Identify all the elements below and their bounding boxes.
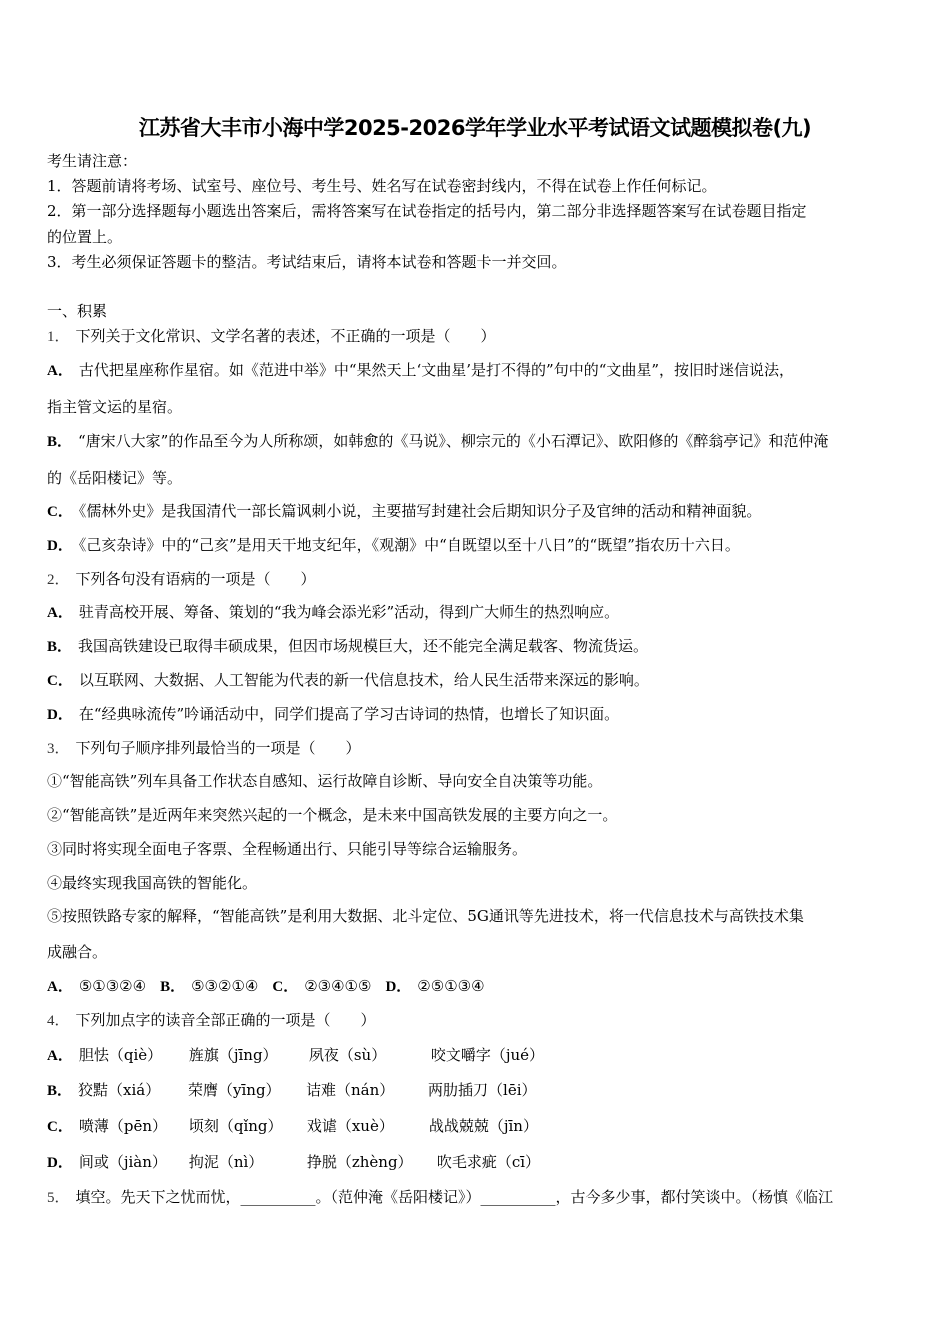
question-stem [47, 326, 496, 347]
question-text: 下列加点字的读音全部正确的一项是（ ） [75, 1011, 376, 1029]
sentence-text: ②“智能高铁”是近两年来突然兴起的一个概念，是未来中国高铁发展的主要方向之一。 [47, 806, 618, 824]
sentence-line [47, 942, 107, 962]
option-label: D． [47, 538, 73, 554]
option-row [47, 535, 740, 556]
reading-item: 夙夜（sù） [308, 1046, 387, 1064]
reading-item: 拘泥（nì） [188, 1153, 264, 1171]
notice-item [47, 176, 717, 196]
option-label: A． [47, 979, 73, 995]
notice-item [47, 201, 807, 221]
option-label: A． [47, 605, 73, 621]
sentence-line [47, 771, 602, 791]
option-row [47, 1152, 567, 1173]
question-text: 填空。先天下之忧而忧，__________。（范仲淹《岳阳楼记》）__________，古今多少事，都付笑谈中。（杨慎《临江 [75, 1188, 834, 1206]
question-text: 下列关于文化常识、文学名著的表述，不正确的一项是（ ） [75, 327, 496, 345]
option-label: B． [47, 434, 73, 450]
option-continuation [47, 397, 182, 417]
section-text: 一、积累 [47, 302, 108, 320]
option-row [47, 1080, 558, 1101]
reading-item: 吹毛求疵（cī） [436, 1153, 541, 1171]
option-text: 我国高铁建设已取得丰硕成果，但因市场规模巨大，还不能完全满足载客、物流货运。 [78, 637, 649, 655]
option-row [47, 636, 648, 657]
reading-item: 戏谑（xuè） [306, 1117, 394, 1135]
reading-item: 间或（jiàn） [78, 1153, 167, 1171]
notice-item [47, 227, 122, 247]
question-stem [47, 1187, 833, 1208]
section-heading [47, 301, 107, 321]
option-row [47, 431, 828, 452]
question-number: 5． [47, 1190, 70, 1206]
question-number: 2． [47, 572, 70, 588]
option-label: C． [272, 979, 299, 995]
sentence-text: 成融合。 [47, 943, 108, 961]
option-row [47, 501, 761, 522]
option-label: D． [385, 979, 412, 995]
sentence-line [47, 839, 527, 859]
option-label: D． [47, 707, 73, 723]
option-text: ②③④①⑤ [304, 977, 372, 995]
option-continuation [47, 468, 182, 488]
option-row [47, 1045, 561, 1066]
reading-item: 顷刻（qǐng） [188, 1117, 283, 1135]
option-label: C． [47, 1119, 73, 1135]
question-number: 4． [47, 1013, 70, 1029]
option-label: B． [47, 1083, 73, 1099]
reading-item: 狡黠（xiá） [78, 1081, 161, 1099]
page-title: 江苏省大丰市小海中学2025-2026学年学业水平考试语文试题模拟卷(九) [138, 116, 812, 140]
option-text: “唐宋八大家”的作品至今为人所称颂，如韩愈的《马说》、柳宗元的《小石潭记》、欧阳修的《醉翁亭记》和范仲淹 [78, 432, 829, 450]
sentence-text: ③同时将实现全面电子客票、全程畅通出行、只能引导等综合运输服务。 [47, 840, 528, 858]
notice-item [47, 252, 567, 272]
option-text: 指主管文运的星宿。 [47, 398, 183, 416]
question-text: 下列句子顺序排列最恰当的一项是（ ） [75, 739, 361, 757]
notice-text: 2．第一部分选择题每小题选出答案后，需将答案写在试卷指定的括号内，第二部分非选择题答案写在试卷题目指定 [47, 202, 807, 220]
reading-item: 战战兢兢（jīn） [428, 1117, 538, 1135]
option-text: 《儒林外史》是我国清代一部长篇讽刺小说，主要描写封建社会后期知识分子及官绅的活动和精神面貌。 [78, 502, 762, 520]
notice-heading-text: 考生请注意： [47, 152, 138, 170]
option-label: C． [47, 673, 73, 689]
reading-item: 旌旗（jīng） [188, 1046, 278, 1064]
option-text: 在“经典咏流传”吟诵活动中，同学们提高了学习古诗词的热情，也增长了知识面。 [78, 705, 620, 723]
option-row [47, 1116, 559, 1137]
option-text: ⑤③②①④ [191, 977, 259, 995]
option-text: ⑤①③②④ [78, 977, 147, 995]
reading-item: 喷薄（pēn） [78, 1117, 167, 1135]
question-number: 3． [47, 741, 70, 757]
question-stem [47, 738, 361, 759]
option-label: A． [47, 363, 73, 379]
notice-text: 1．答题前请将考场、试室号、座位号、考生号、姓名写在试卷密封线内，不得在试卷上作任何标记。 [47, 177, 717, 195]
option-row [47, 360, 794, 381]
option-label: B． [47, 639, 73, 655]
reading-item: 诘难（nán） [306, 1081, 395, 1099]
option-text: 驻青高校开展、筹备、策划的“我为峰会添光彩”活动，得到广大师生的热烈响应。 [78, 603, 620, 621]
question-text: 下列各句没有语病的一项是（ ） [75, 570, 316, 588]
option-row [47, 704, 619, 725]
sentence-line [47, 906, 804, 926]
reading-item: 两肋插刀（lēi） [428, 1081, 537, 1099]
question-number: 1． [47, 329, 70, 345]
sentence-text: ④最终实现我国高铁的智能化。 [47, 874, 258, 892]
question-stem [47, 1010, 376, 1031]
reading-item: 荣膺（yīng） [188, 1081, 281, 1099]
notice-text: 3．考生必须保证答题卡的整洁。考试结束后，请将本试卷和答题卡一并交回。 [47, 253, 567, 271]
option-text: 的《岳阳楼记》等。 [47, 469, 183, 487]
sentence-line [47, 873, 257, 893]
reading-item: 咬文嚼字（jué） [430, 1046, 545, 1064]
option-text: 以互联网、大数据、人工智能为代表的新一代信息技术，给人民生活带来深远的影响。 [78, 671, 649, 689]
option-label: D． [47, 1155, 73, 1171]
option-row [47, 602, 619, 623]
option-label: A． [47, 1048, 73, 1064]
sentence-text: ①“智能高铁”列车具备工作状态自感知、运行故障自诊断、导向安全自决策等功能。 [47, 772, 603, 790]
option-text: ②⑤①③④ [417, 977, 485, 995]
option-label: B． [160, 979, 186, 995]
reading-item: 挣脱（zhèng） [306, 1153, 413, 1171]
option-row [47, 976, 485, 997]
notice-text: 的位置上。 [47, 228, 123, 246]
option-text: 《己亥杂诗》中的“己亥”是用天干地支纪年，《观潮》中“自既望以至十八日”的“既望”指农历十六日。 [78, 536, 740, 554]
sentence-line [47, 805, 617, 825]
notice-heading [47, 151, 137, 171]
sentence-text: ⑤按照铁路专家的解释，“智能高铁”是利用大数据、北斗定位、5G通讯等先进技术，将一代信息技术与高铁技术集 [47, 907, 804, 925]
reading-item: 胆怯（qiè） [78, 1046, 163, 1064]
option-row [47, 670, 649, 691]
option-text: 古代把星座称作星宿。如《范进中举》中“果然天上‘文曲星’是打不得的”句中的“文曲星”，按旧时迷信说法， [78, 361, 795, 379]
option-label: C． [47, 504, 73, 520]
question-stem [47, 569, 316, 590]
